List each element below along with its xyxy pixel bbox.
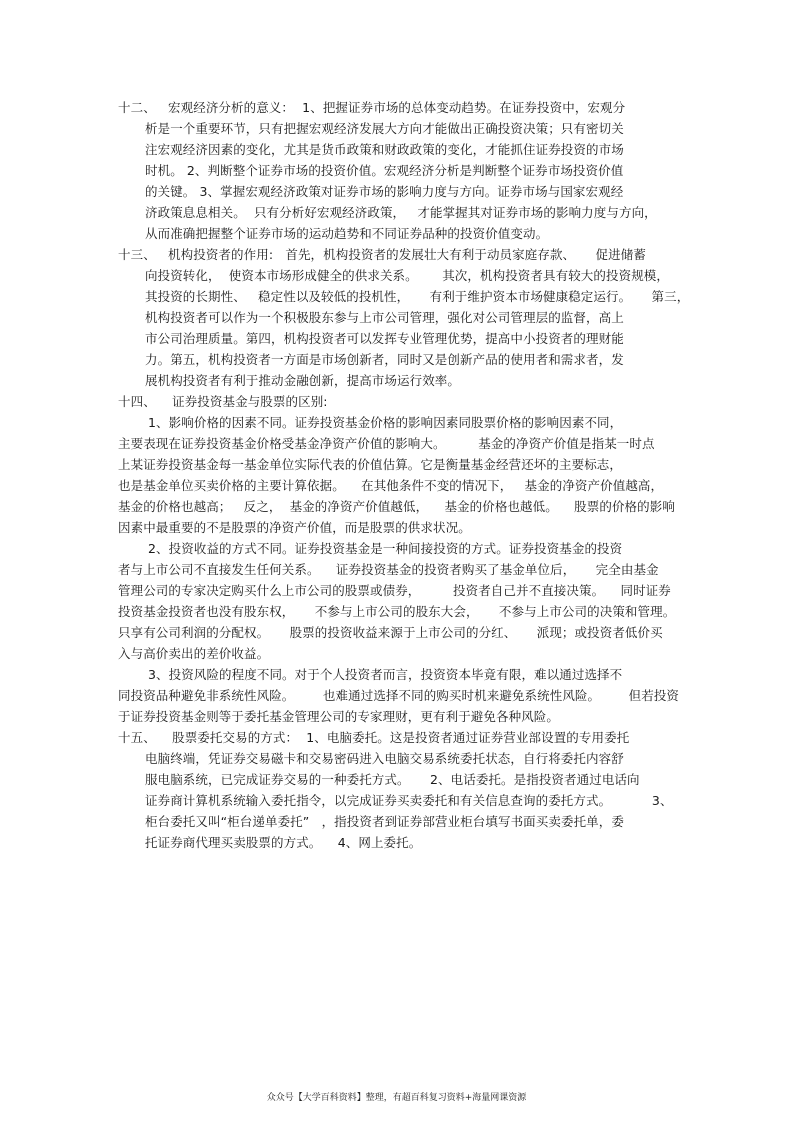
text-line: 向投资转化， 使资本市场形成健全的供求关系。 其次，机构投资者具有较大的投资规模， [145,268,669,283]
text-line: 同投资品种避免非系统性风险。 也难通过选择不同的购买时机来避免系统性风险。 但若投资 [118,688,680,703]
text-line: 入与高价卖出的差价收益。 [118,646,270,661]
text-line: 3、投资风险的程度不同。对于个人投资者而言，投资资本毕竟有限，难以通过选择不 [148,667,623,682]
text-line: 机构投资者可以作为一个积极股东参与上市公司管理，强化对公司管理层的监督，高上 [145,310,624,325]
text-line: 于证券投资基金则等于委托基金管理公司的专家理财，更有利于避免各种风险。 [118,709,560,724]
text-line: 服电脑系统，已完成证券交易的一种委托方式。 2、电话委托。是指投资者通过电话向 [145,772,640,787]
text-line: 其投资的长期性、 稳定性以及较低的投机性， 有利于维护资本市场健康稳定运行。 第三， [145,289,690,304]
text-line: 柜台委托又叫“柜台递单委托” ，指投资者到证券部营业柜台填写书面买卖委托单，委 [145,814,624,829]
text-line: 十二、 宏观经济分析的意义： 1、把握证券市场的总体变动趋势。在证券投资中，宏观分 [118,100,626,115]
text-line: 证券商计算机系统输入委托指令，以完成证券买卖委托和有关信息查询的委托方式。 3、 [145,793,673,808]
text-line: 者与上市公司不直接发生任何关系。 证券投资基金的投资者购买了基金单位后， 完全由基金 [118,562,659,577]
text-line: 注宏观经济因素的变化，尤其是货币政策和财政政策的变化，才能抓住证券投资的市场 [145,142,624,157]
text-line: 只享有公司利润的分配权。 股票的投资收益来源于上市公司的分红、 派现；或投资者低价买 [118,625,663,640]
text-line: 上某证券投资基金每一基金单位实际代表的价值估算。它是衡量基金经营还坏的主要标志， [118,457,623,472]
text-line: 力。第五，机构投资者一方面是市场创新者，同时又是创新产品的使用者和需求者，发 [145,352,624,367]
page-footer: 众众号【大学百科资料】整理，有超百科复习资料+海量网课资源 [266,1093,527,1103]
text-line: 从而准确把握整个证券市场的运动趋势和不同证券品种的投资价值变动。 [145,226,549,241]
text-line: 管理公司的专家决定购买什么上市公司的股票或债券， 投资者自己并不直接决策。 同时证券 [118,583,671,598]
text-line: 十五、 股票委托交易的方式： 1、电脑委托。这是投资者通过证券营业部设置的专用委托 [118,730,630,745]
text-line: 基金的价格也越高； 反之， 基金的净资产价值越低， 基金的价格也越低。 股票的价格的影响 [118,499,675,514]
text-line: 也是基金单位买卖价格的主要计算依据。 在其他条件不变的情况下， 基金的净资产价值越高， [118,478,664,493]
text-line: 托证券商代理买卖股票的方式。 4、网上委托。 [145,835,422,850]
text-line: 主要表现在证券投资基金价格受基金净资产价值的影响大。 基金的净资产价值是指某一时点 [118,436,655,451]
text-line: 1、影响价格的因素不同。证券投资基金价格的影响因素同股票价格的影响因素不同， [148,415,623,430]
text-line: 投资基金投资者也没有股东权， 不参与上市公司的股东大会， 不参与上市公司的决策和管理。 [118,604,676,619]
text-line: 析是一个重要环节，只有把握宏观经济发展大方向才能做出正确投资决策；只有密切关 [145,121,624,136]
text-line: 的关键。 3、掌握宏观经济政策对证券市场的影响力度与方向。证券市场与国家宏观经 [145,184,624,199]
text-line: 济政策息息相关。 只有分析好宏观经济政策， 才能掌握其对证券市场的影响力度与方向， [145,205,657,220]
text-line: 因素中最重要的不是股票的净资产价值，而是股票的供求状况。 [118,520,471,535]
text-line: 展机构投资者有利于推动金融创新，提高市场运行效率。 [145,373,461,388]
text-line: 市公司治理质量。第四，机构投资者可以发挥专业管理优势，提高中小投资者的理财能 [145,331,624,346]
text-line: 2、投资收益的方式不同。证券投资基金是一种间接投资的方式。证券投资基金的投资 [148,541,623,556]
text-line: 时机。 2、判断整个证券市场的投资价值。宏观经济分析是判断整个证券市场投资价值 [145,163,624,178]
text-line: 电脑终端，凭证券交易磁卡和交易密码进入电脑交易系统委托状态，自行将委托内容舒 [145,751,624,766]
text-line: 十三、 机构投资者的作用: 首先，机构投资者的发展壮大有利于动员家庭存款、 促进储蓄 [118,247,646,262]
text-line: 十四、 证券投资基金与股票的区别: [118,394,328,409]
